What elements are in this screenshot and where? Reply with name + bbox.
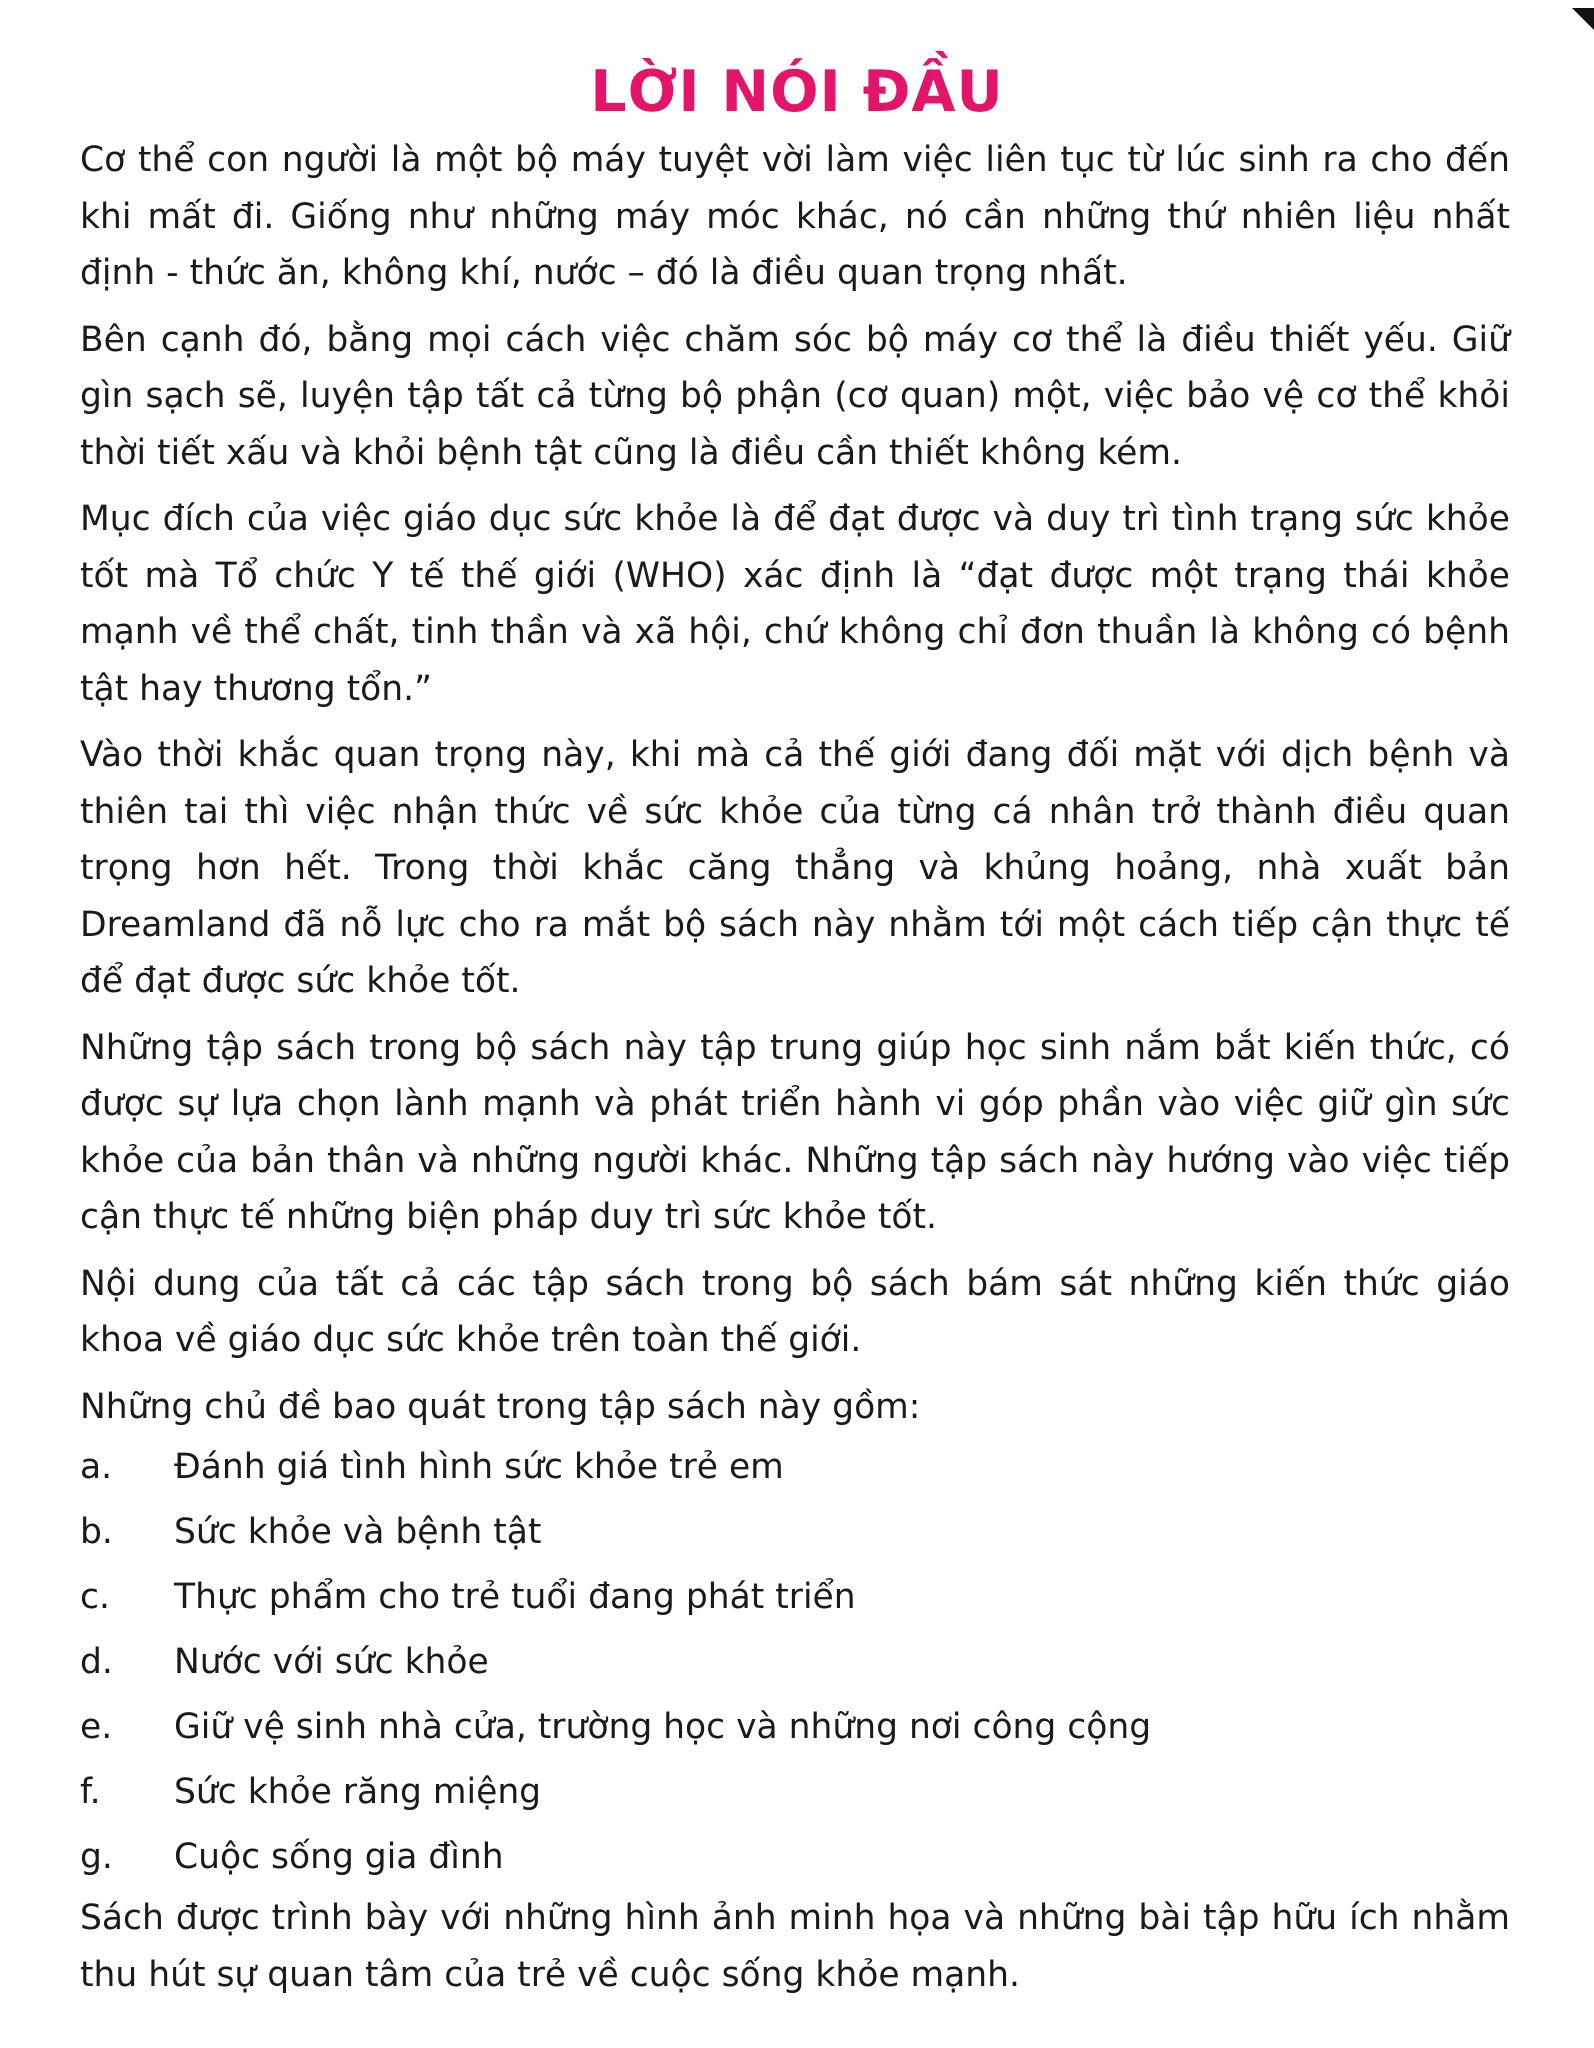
closing-paragraph: Sách được trình bày với những hình ảnh minh họa và những bài tập hữu ích nhằm thu hút sự quan tâm của trẻ về cuộc sống khỏe mạnh. [80,1898,1510,1995]
paragraph-6: Nội dung của tất cả các tập sách trong bộ sách bám sát những kiến thức giáo khoa về giáo dục sức khỏe trên toàn thế giới. [80,1263,1510,1360]
body-content [80,132,1510,2013]
list-item-text: Sức khỏe và bệnh tật [174,1512,542,1553]
paragraph-4: Vào thời khắc quan trọng này, khi mà cả thế giới đang đối mặt với dịch bệnh và thiên tai thì việc nhận thức về sức khỏe của từng cá nhân trở thành điều quan trọng hơn hết. Trong thời khắc căng thẳng và khủng hoảng, nhà xuất bản Dreamland đã nỗ lực cho ra mắt bộ sách này nhằm tới một cách tiếp cận thực tế để đạt được sức khỏe tốt. [80,735,1510,1001]
list-item [80,1825,1510,1890]
list-item-text: Đánh giá tình hình sức khỏe trẻ em [174,1447,784,1488]
list-item-text: Nước với sức khỏe [174,1642,489,1683]
list-item-marker: f. [80,1772,101,1813]
list-item-marker: c. [80,1577,110,1618]
list-item [80,1500,1510,1565]
list-item-text: Cuộc sống gia đình [174,1837,504,1878]
topics-intro: Những chủ đề bao quát trong tập sách này gồm: [80,1386,921,1427]
list-item [80,1695,1510,1760]
paragraph-5: Những tập sách trong bộ sách này tập trung giúp học sinh nắm bắt kiến thức, có được sự lựa chọn lành mạnh và phát triển hành vi góp phần vào việc giữ gìn sức khỏe của bản thân và những người khác. Những tập sách này hướng vào việc tiếp cận thực tế những biện pháp duy trì sức khỏe tốt. [80,1027,1510,1237]
list-item [80,1760,1510,1825]
list-item-marker: e. [80,1707,113,1748]
list-item-marker: g. [80,1837,113,1878]
page-corner-mark [1572,8,1594,30]
paragraph-3: Mục đích của việc giáo dục sức khỏe là để đạt được và duy trì tình trạng sức khỏe tốt mà Tổ chức Y tế thế giới (WHO) xác định là “đạt được một trạng thái khỏe mạnh về thể chất, tinh thần và xã hội, chứ không chỉ đơn thuần là không có bệnh tật hay thương tổn.” [80,499,1510,709]
topics-list [80,1435,1510,1890]
list-item [80,1435,1510,1500]
list-item [80,1565,1510,1630]
list-item-text: Thực phẩm cho trẻ tuổi đang phát triển [174,1577,856,1618]
list-item-text: Giữ vệ sinh nhà cửa, trường học và những nơi công cộng [174,1707,1152,1748]
list-item-marker: d. [80,1642,113,1683]
list-item-marker: a. [80,1447,113,1488]
list-item-marker: b. [80,1512,113,1553]
paragraph-2: Bên cạnh đó, bằng mọi cách việc chăm sóc bộ máy cơ thể là điều thiết yếu. Giữ gìn sạch sẽ, luyện tập tất cả từng bộ phận (cơ quan) một, việc bảo vệ cơ thể khỏi thời tiết xấu và khỏi bệnh tật cũng là điều cần thiết không kém. [80,319,1510,473]
list-item-text: Sức khỏe răng miệng [174,1772,542,1813]
page-title: LỜI NÓI ĐẦU [590,59,1004,125]
paragraph-1: Cơ thể con người là một bộ máy tuyệt vời làm việc liên tục từ lúc sinh ra cho đến khi mất đi. Giống như những máy móc khác, nó cần những thứ nhiên liệu nhất định - thức ăn, không khí, nước – đó là điều quan trọng nhất. [80,140,1510,293]
list-item [80,1630,1510,1695]
